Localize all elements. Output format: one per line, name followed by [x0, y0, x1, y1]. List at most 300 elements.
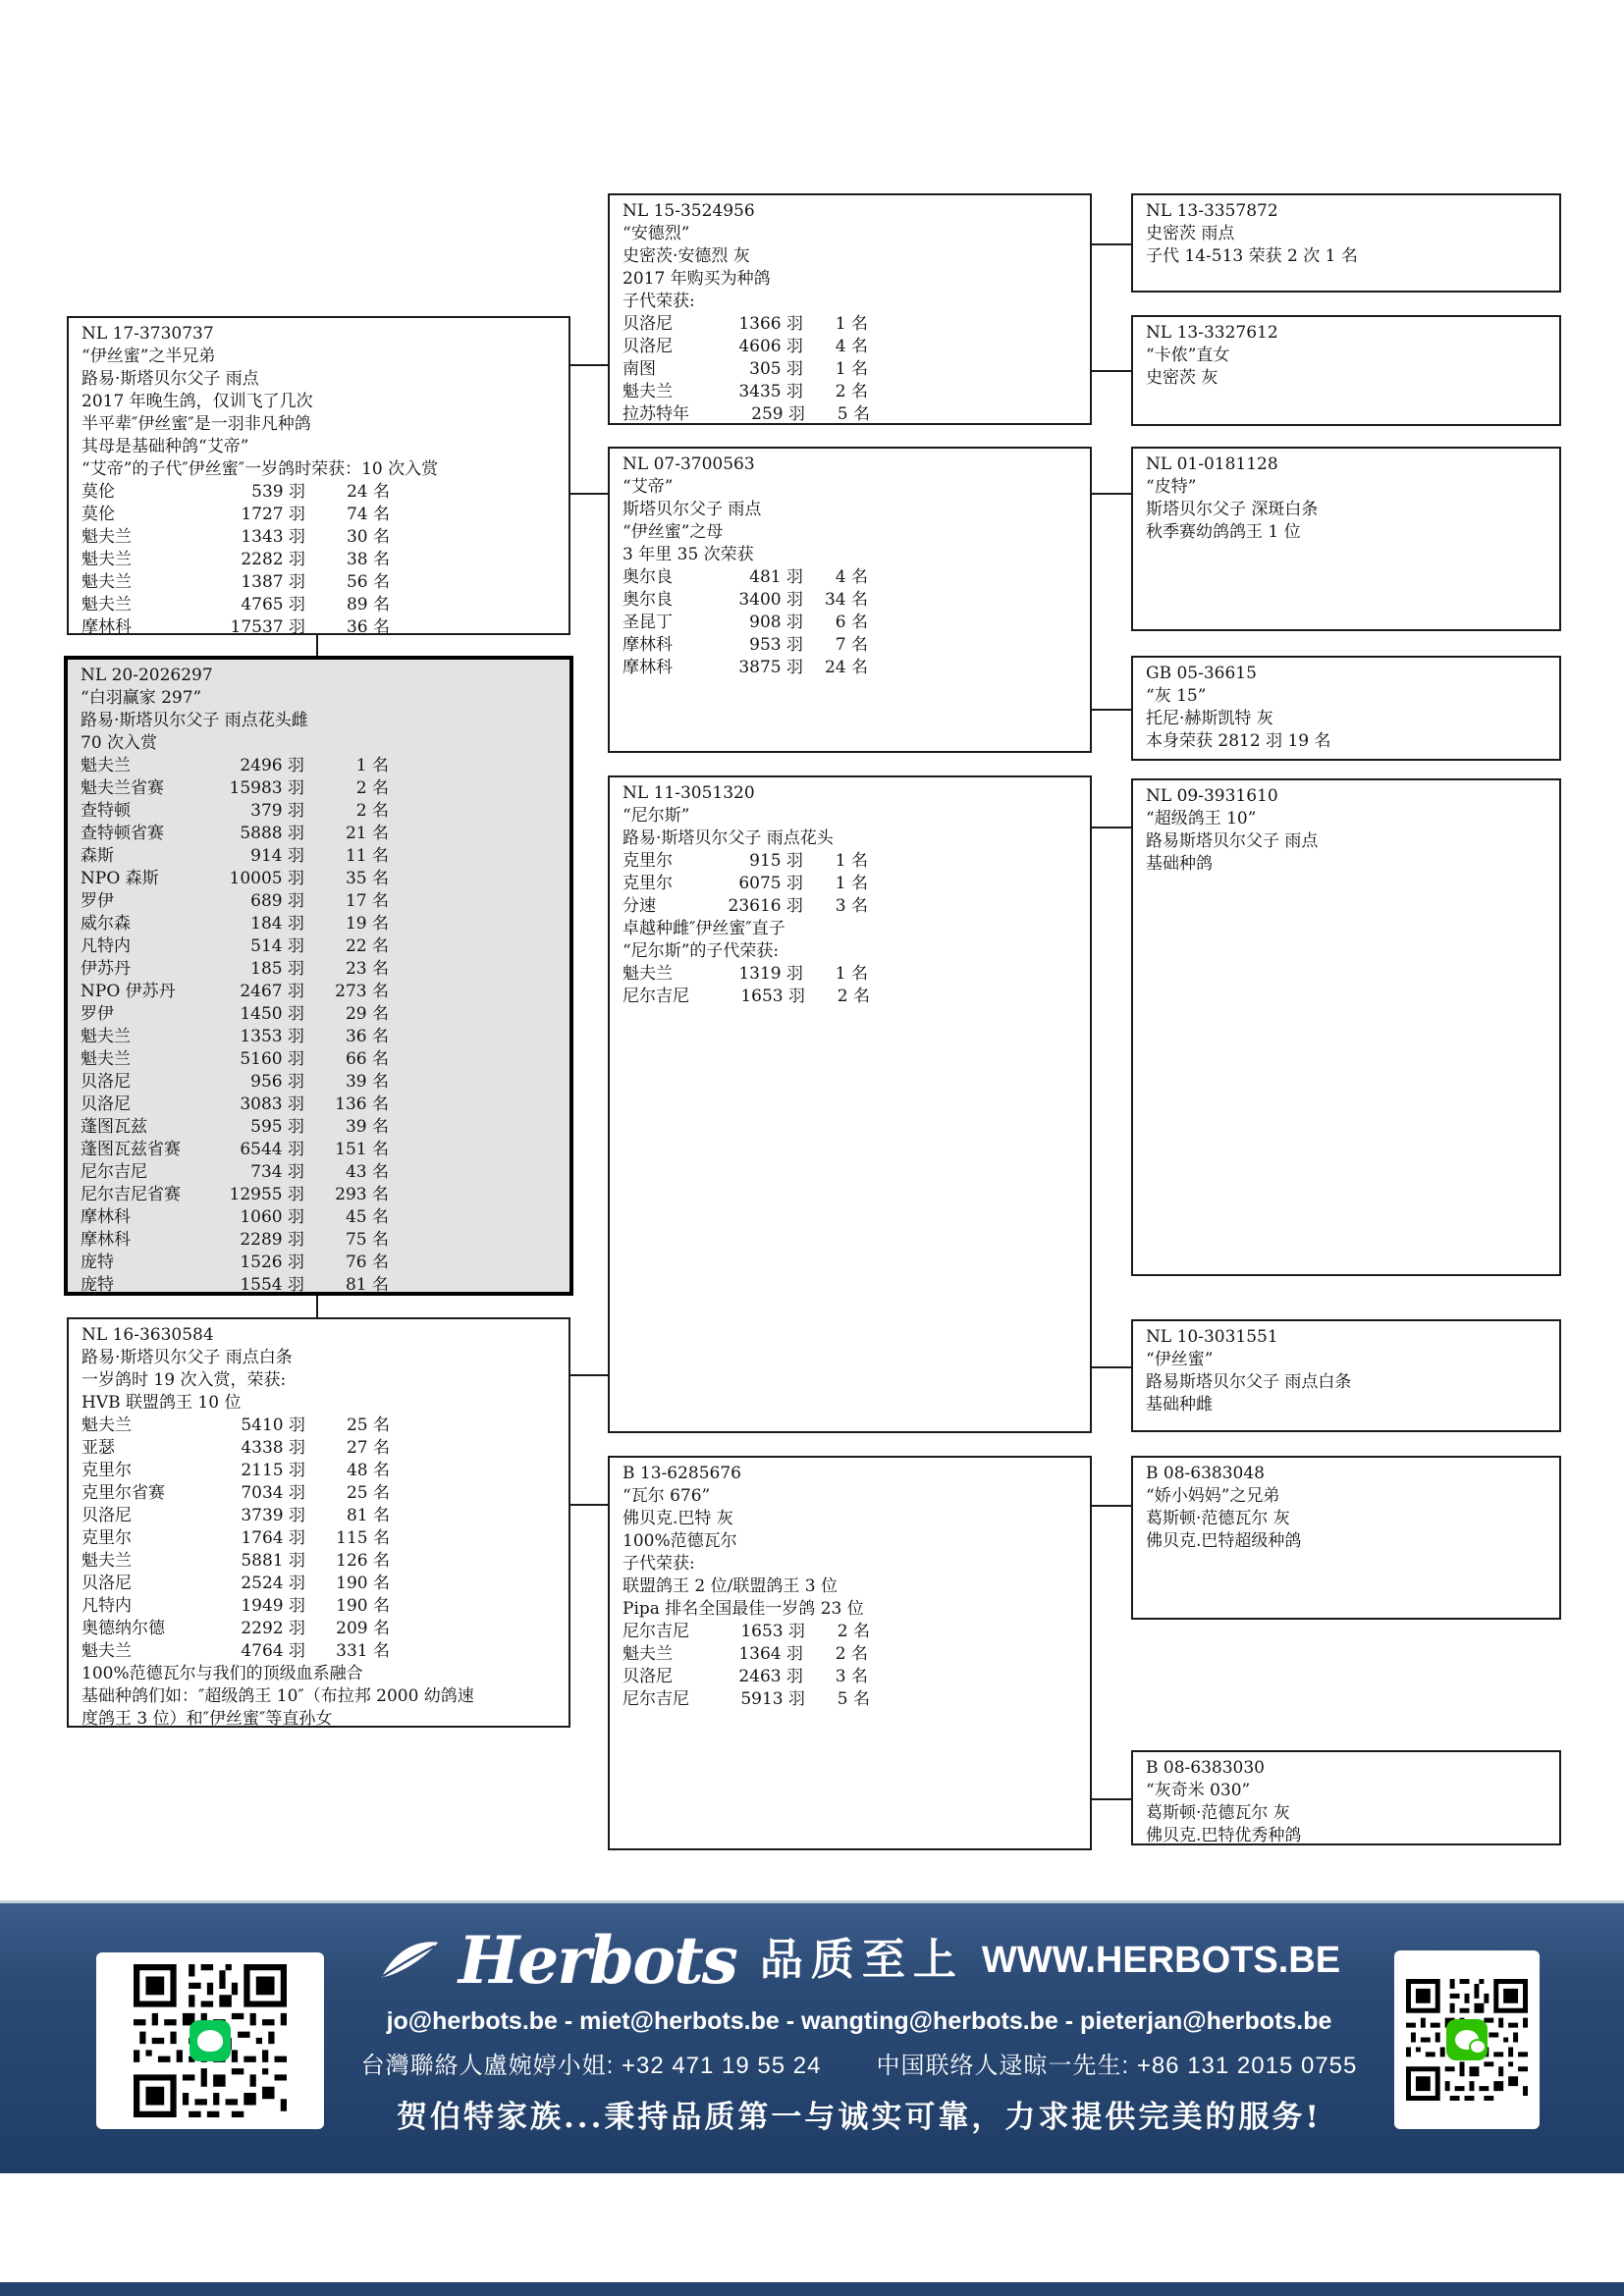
pedigree-box-subject	[64, 656, 573, 1296]
result-cell: 209 名	[336, 1619, 390, 1638]
result-cell: 伊苏丹	[81, 959, 131, 979]
result-row	[81, 1460, 390, 1482]
result-cell: 2 名	[835, 382, 868, 401]
pedigree-box-r1	[1131, 193, 1561, 293]
result-cell: 595 羽	[250, 1117, 304, 1137]
box-line: 佛贝克.巴特优秀种鸽	[1146, 1826, 1302, 1845]
result-cell: 190 名	[336, 1596, 390, 1616]
result-cell: 魁夫兰	[81, 1641, 132, 1661]
result-cell: 魁夫兰	[81, 1551, 132, 1571]
box-line: 路易·斯塔贝尔父子 雨点花头	[623, 828, 834, 848]
result-cell: 1653 羽	[740, 1622, 805, 1641]
result-row	[81, 913, 389, 935]
result-cell: NPO 伊苏丹	[81, 982, 176, 1001]
box-line: 路易斯塔贝尔父子 雨点白条	[1146, 1372, 1352, 1392]
connector-line	[570, 1504, 608, 1506]
bottom-accent-bar	[0, 2282, 1624, 2296]
result-cell: 5881 羽	[241, 1551, 305, 1571]
result-cell: 1 名	[835, 874, 868, 893]
result-row	[81, 1161, 389, 1184]
result-row	[81, 1274, 389, 1297]
box-line: 一岁鸽时 19 次入赏，荣获:	[81, 1370, 287, 1390]
box-line: NL 20-2026297	[81, 666, 213, 685]
box-line: NL 11-3051320	[623, 783, 755, 803]
result-row	[81, 1415, 390, 1437]
result-cell: 25 名	[346, 1415, 390, 1435]
box-line: 本身荣获 2812 羽 19 名	[1146, 731, 1331, 751]
result-cell: 魁夫兰	[81, 1415, 132, 1435]
result-cell: 4 名	[835, 567, 868, 587]
result-cell: 1 名	[835, 314, 868, 334]
result-cell: 魁夫兰	[623, 1644, 673, 1664]
box-line: 卓越种雌″伊丝蜜″直子	[623, 919, 785, 938]
result-cell: 莫伦	[81, 505, 115, 524]
result-row	[623, 403, 868, 426]
result-cell: 1554 羽	[240, 1275, 304, 1295]
box-line: B 08-6383048	[1146, 1464, 1265, 1483]
result-row	[623, 336, 868, 358]
pedigree-box-r4	[1131, 656, 1561, 761]
result-cell: 22 名	[345, 936, 389, 956]
box-line: “白羽赢家 297”	[81, 688, 202, 708]
result-cell: 3083 羽	[240, 1095, 304, 1114]
result-row	[623, 850, 868, 873]
pedigree-box-r2	[1131, 315, 1561, 426]
box-line: B 08-6383030	[1146, 1758, 1265, 1778]
pedigree-box-gf2	[608, 775, 1092, 1433]
box-line: 路易·斯塔贝尔父子 雨点花头雌	[81, 711, 308, 730]
result-cell: 罗伊	[81, 891, 114, 911]
result-cell: 5 名	[837, 404, 870, 424]
box-line: 2017 年晚生鸽，仅训飞了几次	[81, 392, 313, 411]
pedigree-box-r6	[1131, 1319, 1561, 1432]
result-cell: 2 名	[837, 987, 870, 1006]
result-row	[623, 895, 868, 918]
result-cell: 3400 羽	[738, 590, 803, 610]
result-cell: 克里尔省赛	[81, 1483, 165, 1503]
box-line: Pipa 排名全国最佳一岁鸽 23 位	[623, 1599, 864, 1619]
result-row	[623, 1688, 868, 1711]
result-cell: 17 名	[345, 891, 389, 911]
result-row	[623, 589, 868, 612]
box-line: NL 16-3630584	[81, 1325, 214, 1345]
result-row	[81, 868, 389, 890]
result-cell: 514 羽	[250, 936, 304, 956]
box-line: 基础种鸽们如：″超级鸽王 10″（布拉邦 2000 幼鸽速	[81, 1686, 474, 1706]
contact-taiwan: 台灣聯絡人盧婉婷小姐: +32 471 19 55 24	[360, 2053, 822, 2079]
result-row	[81, 1505, 390, 1527]
result-row	[623, 986, 868, 1008]
result-cell: 贝洛尼	[81, 1506, 132, 1525]
pedigree-box-r5	[1131, 778, 1561, 1276]
result-cell: 539 羽	[251, 482, 305, 502]
box-line: 秋季赛幼鸽鸽王 1 位	[1146, 522, 1301, 542]
result-cell: 2 名	[355, 778, 389, 798]
result-cell: 914 羽	[250, 846, 304, 866]
result-cell: 尼尔吉尼	[81, 1162, 147, 1182]
box-line: 葛斯顿·范德瓦尔 灰	[1146, 1803, 1290, 1823]
result-cell: 贝洛尼	[623, 337, 673, 356]
result-cell: 魁夫兰	[81, 1027, 131, 1046]
result-row	[81, 890, 389, 913]
box-line: “灰 15”	[1146, 686, 1207, 706]
result-cell: 2 名	[837, 1622, 870, 1641]
result-row	[623, 873, 868, 895]
result-cell: 2 名	[835, 1644, 868, 1664]
brand-slogan: 品质至上	[759, 1935, 964, 1985]
result-cell: 魁夫兰	[81, 550, 132, 569]
result-cell: 39 名	[345, 1072, 389, 1092]
pedigree-box-r3	[1131, 447, 1561, 631]
result-cell: 摩林科	[623, 635, 673, 655]
result-cell: 734 羽	[250, 1162, 304, 1182]
result-row	[81, 845, 389, 868]
box-line: 葛斯顿·范德瓦尔 灰	[1146, 1509, 1290, 1528]
result-row	[81, 504, 390, 526]
result-cell: 1060 羽	[240, 1207, 304, 1227]
result-row	[81, 481, 390, 504]
result-cell: 2467 羽	[240, 982, 304, 1001]
connector-line	[1092, 1505, 1131, 1507]
box-line: 斯塔贝尔父子 深斑白条	[1146, 500, 1319, 519]
result-cell: 2292 羽	[241, 1619, 305, 1638]
connector-line	[1092, 493, 1131, 495]
result-cell: 魁夫兰	[81, 756, 131, 775]
result-row	[81, 1550, 390, 1573]
result-cell: 184 羽	[250, 914, 304, 934]
box-line: “艾帝”的子代″伊丝蜜″一岁鸽时荣获：10 次入赏	[81, 459, 439, 479]
result-cell: 66 名	[345, 1049, 389, 1069]
pedigree-box-r7	[1131, 1456, 1561, 1620]
result-row	[81, 1437, 390, 1460]
box-line: “尼尔斯”的子代荣获:	[623, 941, 780, 961]
result-cell: 贝洛尼	[81, 1574, 132, 1593]
result-cell: 1 名	[835, 964, 868, 984]
box-line: 路易·斯塔贝尔父子 雨点白条	[81, 1348, 293, 1367]
result-cell: 4 名	[835, 337, 868, 356]
result-cell: 1 名	[835, 851, 868, 871]
result-cell: 305 羽	[749, 359, 803, 379]
box-line: 基础种鸽	[1146, 854, 1213, 874]
box-line: “卡侬”直女	[1146, 346, 1230, 365]
result-cell: 5913 羽	[740, 1689, 805, 1709]
box-line: “伊丝蜜”之半兄弟	[81, 347, 216, 366]
result-row	[81, 1252, 389, 1274]
line-qr-code	[96, 1952, 324, 2129]
result-row	[81, 1618, 390, 1640]
result-cell: 1653 羽	[740, 987, 805, 1006]
result-cell: 7 名	[835, 635, 868, 655]
result-cell: 魁夫兰	[81, 527, 132, 547]
box-line: NL 13-3327612	[1146, 323, 1278, 343]
result-cell: 6 名	[835, 613, 868, 632]
result-cell: 6075 羽	[738, 874, 803, 893]
result-cell: 1727 羽	[241, 505, 305, 524]
box-line: “伊丝蜜”之母	[623, 522, 724, 542]
result-cell: 贝洛尼	[623, 314, 673, 334]
result-cell: 35 名	[345, 869, 389, 888]
result-cell: 查特顿省赛	[81, 824, 164, 843]
box-line: 联盟鸽王 2 位/联盟鸽王 3 位	[623, 1576, 838, 1596]
result-row	[81, 1116, 389, 1139]
result-cell: 81 名	[346, 1506, 390, 1525]
result-cell: 4606 羽	[738, 337, 803, 356]
result-cell: 魁夫兰	[623, 964, 673, 984]
result-row	[81, 1482, 390, 1505]
result-cell: 尼尔吉尼	[623, 1622, 689, 1641]
result-cell: 南图	[623, 359, 656, 379]
result-cell: 蓬图瓦兹省赛	[81, 1140, 181, 1159]
result-cell: 尼尔吉尼	[623, 1689, 689, 1709]
result-cell: 30 名	[346, 527, 390, 547]
result-row	[81, 1573, 390, 1595]
result-cell: 273 名	[335, 982, 389, 1001]
result-cell: 凡特内	[81, 1596, 132, 1616]
result-row	[623, 1643, 868, 1666]
result-cell: 38 名	[346, 550, 390, 569]
result-row	[623, 1666, 868, 1688]
footer-banner	[0, 1900, 1624, 2173]
box-line: 其母是基础种鸽“艾帝”	[81, 437, 249, 456]
box-line: 度鸽王 3 位）和″伊丝蜜″等直孙女	[81, 1709, 333, 1729]
result-row	[81, 571, 390, 594]
box-line: “伊丝蜜”	[1146, 1350, 1214, 1369]
result-row	[81, 1071, 389, 1094]
result-cell: 罗伊	[81, 1004, 114, 1024]
result-cell: 分速	[623, 896, 656, 916]
result-cell: 奥尔良	[623, 567, 673, 587]
contact-china: 中国联络人逯晾一先生: +86 131 2015 0755	[876, 2053, 1358, 2079]
result-row	[81, 594, 390, 616]
result-row	[81, 755, 389, 777]
result-row	[81, 777, 389, 800]
box-line: “灰奇米 030”	[1146, 1781, 1251, 1800]
result-cell: 1949 羽	[241, 1596, 305, 1616]
result-row	[623, 634, 868, 657]
result-row	[81, 549, 390, 571]
result-row	[81, 823, 389, 845]
box-line: NL 09-3931610	[1146, 786, 1278, 806]
result-row	[81, 616, 390, 639]
connector-line	[1092, 1798, 1131, 1800]
result-cell: 1 名	[835, 359, 868, 379]
result-cell: 915 羽	[749, 851, 803, 871]
result-cell: 拉苏特年	[623, 404, 689, 424]
result-cell: 1 名	[355, 756, 389, 775]
footer-content	[334, 1921, 1384, 2136]
pedigree-box-gm1	[608, 447, 1092, 753]
result-cell: 185 羽	[250, 959, 304, 979]
result-cell: 29 名	[345, 1004, 389, 1024]
result-cell: 圣昆丁	[623, 613, 673, 632]
result-cell: 奥尔良	[623, 590, 673, 610]
result-cell: 3 名	[835, 896, 868, 916]
result-cell: 庞特	[81, 1253, 114, 1272]
result-row	[81, 526, 390, 549]
result-cell: 36 名	[345, 1027, 389, 1046]
feather-icon	[378, 1939, 441, 1982]
box-line: “皮特”	[1146, 477, 1197, 497]
box-line: 史密茨·安德烈 灰	[623, 246, 750, 266]
result-cell: 克里尔	[81, 1528, 132, 1548]
result-cell: 7034 羽	[241, 1483, 305, 1503]
result-cell: 庞特	[81, 1275, 114, 1295]
box-line: 子代荣获:	[623, 292, 695, 311]
result-cell: 3435 羽	[738, 382, 803, 401]
result-cell: 3739 羽	[241, 1506, 305, 1525]
box-line: NL 17-3730737	[81, 324, 214, 344]
result-row	[81, 1003, 389, 1026]
result-cell: 贝洛尼	[623, 1667, 673, 1686]
result-cell: 4765 羽	[241, 595, 305, 614]
result-cell: 1343 羽	[241, 527, 305, 547]
pedigree-box-sire	[67, 316, 570, 635]
result-cell: 43 名	[345, 1162, 389, 1182]
result-cell: 39 名	[345, 1117, 389, 1137]
result-row	[623, 657, 868, 679]
result-row	[623, 313, 868, 336]
box-line: 史密茨 灰	[1146, 368, 1218, 388]
box-line: NL 13-3357872	[1146, 201, 1278, 221]
box-line: 100%范德瓦尔与我们的顶级血系融合	[81, 1664, 363, 1683]
result-cell: 威尔森	[81, 914, 131, 934]
box-line: 70 次入赏	[81, 733, 158, 753]
result-row	[81, 1139, 389, 1161]
box-line: 斯塔贝尔父子 雨点	[623, 500, 762, 519]
result-row	[623, 566, 868, 589]
result-cell: 魁夫兰	[81, 1049, 131, 1069]
result-cell: 136 名	[335, 1095, 389, 1114]
result-cell: 190 名	[336, 1574, 390, 1593]
result-cell: 奥德纳尔德	[81, 1619, 165, 1638]
result-row	[81, 1184, 389, 1206]
box-line: “超级鸽王 10”	[1146, 809, 1257, 828]
result-cell: 15983 羽	[229, 778, 304, 798]
result-cell: 1366 羽	[738, 314, 803, 334]
brand-row	[334, 1921, 1384, 2000]
result-cell: 1450 羽	[240, 1004, 304, 1024]
result-cell: 贝洛尼	[81, 1072, 131, 1092]
result-cell: 5410 羽	[241, 1415, 305, 1435]
result-cell: 克里尔	[623, 874, 673, 893]
result-row	[81, 1595, 390, 1618]
result-row	[81, 1206, 389, 1229]
result-cell: 24 名	[346, 482, 390, 502]
result-cell: 4764 羽	[241, 1641, 305, 1661]
result-cell: 36 名	[346, 617, 390, 637]
result-cell: 1764 羽	[241, 1528, 305, 1548]
result-cell: 魁夫兰	[81, 572, 132, 592]
box-line: “娇小妈妈”之兄弟	[1146, 1486, 1280, 1506]
result-cell: 11 名	[345, 846, 389, 866]
result-cell: 尼尔吉尼省赛	[81, 1185, 181, 1204]
result-cell: 115 名	[336, 1528, 390, 1548]
result-cell: 2289 羽	[240, 1230, 304, 1250]
result-cell: 10005 羽	[229, 869, 304, 888]
result-cell: 12955 羽	[229, 1185, 304, 1204]
result-row	[81, 1026, 389, 1048]
result-row	[623, 358, 868, 381]
connector-line	[1092, 709, 1131, 711]
result-row	[81, 981, 389, 1003]
result-cell: 19 名	[345, 914, 389, 934]
result-cell: 2115 羽	[241, 1461, 305, 1480]
box-line: NL 01-0181128	[1146, 454, 1278, 474]
result-cell: 81 名	[345, 1275, 389, 1295]
result-cell: 1526 羽	[240, 1253, 304, 1272]
result-cell: 75 名	[345, 1230, 389, 1250]
wechat-qr-code	[1394, 1950, 1540, 2129]
result-row	[623, 1621, 868, 1643]
result-cell: 2 名	[355, 801, 389, 821]
result-cell: 莫伦	[81, 482, 115, 502]
result-cell: 89 名	[346, 595, 390, 614]
pedigree-box-dam	[67, 1317, 570, 1728]
result-cell: 3 名	[835, 1667, 868, 1686]
line-messenger-icon	[189, 2020, 231, 2061]
website-link[interactable]: WWW.HERBOTS.BE	[981, 1940, 1341, 1981]
box-line: 子代 14-513 荣获 2 次 1 名	[1146, 246, 1358, 266]
box-line: 路易·斯塔贝尔父子 雨点	[81, 369, 259, 389]
result-cell: 74 名	[346, 505, 390, 524]
connector-line	[570, 364, 608, 366]
result-row	[623, 963, 868, 986]
box-line: 100%范德瓦尔	[623, 1531, 737, 1551]
result-cell: 克里尔	[81, 1461, 132, 1480]
result-cell: 凡特内	[81, 936, 131, 956]
result-cell: 查特顿	[81, 801, 131, 821]
result-cell: 293 名	[335, 1185, 389, 1204]
email-links[interactable]: jo@herbots.be - miet@herbots.be - wangting@herbots.be - pieterjan@herbots.be	[386, 2007, 1332, 2035]
box-line: 史密茨 雨点	[1146, 224, 1235, 243]
result-cell: 25 名	[346, 1483, 390, 1503]
result-cell: 摩林科	[81, 1230, 131, 1250]
box-line: 路易斯塔贝尔父子 雨点	[1146, 831, 1319, 851]
result-cell: 5888 羽	[240, 824, 304, 843]
result-cell: 尼尔吉尼	[623, 987, 689, 1006]
result-cell: NPO 森斯	[81, 869, 159, 888]
connector-line	[316, 1296, 318, 1317]
result-row	[81, 958, 389, 981]
box-line: 半平辈″伊丝蜜″是一羽非凡种鸽	[81, 414, 311, 434]
result-cell: 56 名	[346, 572, 390, 592]
result-cell: 1387 羽	[241, 572, 305, 592]
result-cell: 魁夫兰	[623, 382, 673, 401]
box-line: NL 15-3524956	[623, 201, 755, 221]
result-cell: 魁夫兰	[81, 595, 132, 614]
result-cell: 魁夫兰省赛	[81, 778, 164, 798]
result-row	[81, 1094, 389, 1116]
box-line: GB 05-36615	[1146, 664, 1257, 683]
result-row	[81, 1527, 390, 1550]
footer-tagline: 贺伯特家族...秉持品质第一与诚实可靠，力求提供完美的服务!	[397, 2100, 1322, 2135]
result-row	[81, 800, 389, 823]
result-cell: 2463 羽	[738, 1667, 803, 1686]
box-line: 基础种雌	[1146, 1395, 1213, 1415]
box-line: 3 年里 35 次荣获	[623, 545, 754, 564]
result-cell: 48 名	[346, 1461, 390, 1480]
result-cell: 379 羽	[250, 801, 304, 821]
connector-line	[1092, 827, 1131, 828]
box-line: 佛贝克.巴特 灰	[623, 1509, 733, 1528]
result-cell: 森斯	[81, 846, 114, 866]
result-cell: 2282 羽	[241, 550, 305, 569]
result-cell: 953 羽	[749, 635, 803, 655]
result-cell: 5160 羽	[240, 1049, 304, 1069]
result-row	[623, 381, 868, 403]
box-line: 托尼·赫斯凯特 灰	[1146, 709, 1273, 728]
result-cell: 151 名	[335, 1140, 389, 1159]
